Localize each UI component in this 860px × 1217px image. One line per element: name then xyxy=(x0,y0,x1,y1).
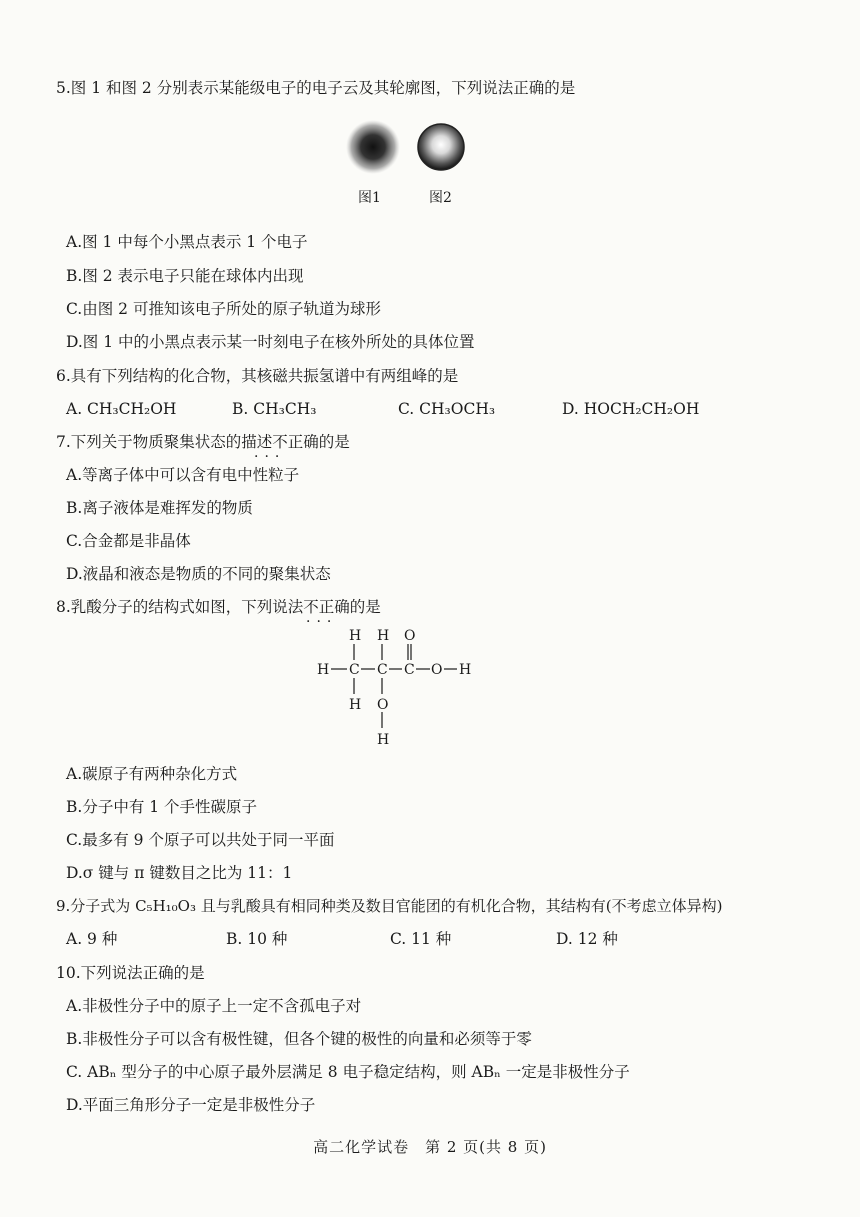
orbital-contour-icon xyxy=(418,124,464,170)
q9-option-d: D. 12 种 xyxy=(556,930,618,948)
atom-label: O xyxy=(404,628,416,644)
electron-cloud-figure xyxy=(340,118,470,178)
q7-option-d: D.液晶和液态是物质的不同的聚集状态 xyxy=(66,565,331,583)
atom-label: H xyxy=(317,662,330,678)
q10-stem: 10.下列说法正确的是 xyxy=(56,964,205,982)
q5-option-c: C.由图 2 可推知该电子所处的原子轨道为球形 xyxy=(66,300,381,318)
q5-stem: 5.图 1 和图 2 分别表示某能级电子的电子云及其轮廓图，下列说法正确的是 xyxy=(56,79,576,97)
atom-label: O xyxy=(377,697,389,713)
q8-option-c: C.最多有 9 个原子可以共处于同一平面 xyxy=(66,831,335,849)
q10-option-b: B.非极性分子可以含有极性键，但各个键的极性的向量和必须等于零 xyxy=(66,1030,532,1048)
q9-stem: 9.分子式为 C₅H₁₀O₃ 且与乳酸具有相同种类及数目官能团的有机化合物，其结构有(不考虑立体异构) xyxy=(56,897,723,915)
q9-option-a: A. 9 种 xyxy=(66,930,118,948)
q10-option-d: D.平面三角形分子一定是非极性分子 xyxy=(66,1096,316,1114)
page-footer: 高二化学试卷 第 2 页(共 8 页) xyxy=(313,1138,547,1156)
q9-option-b: B. 10 种 xyxy=(226,930,288,948)
q8-option-d: D.σ 键与 π 键数目之比为 11：1 xyxy=(66,864,293,882)
atom-label: C xyxy=(377,662,388,678)
q6-option-a: A. CH₃CH₂OH xyxy=(66,400,177,418)
emphasis-dots: ··· xyxy=(306,614,338,630)
q8-option-b: B.分子中有 1 个手性碳原子 xyxy=(66,798,258,816)
fig2-label: 图2 xyxy=(429,190,452,206)
q7-option-c: C.合金都是非晶体 xyxy=(66,532,191,550)
atom-label: H xyxy=(377,732,390,748)
q7-option-a: A.等离子体中可以含有电中性粒子 xyxy=(66,466,300,484)
atom-label: H xyxy=(377,628,390,644)
q9-option-c: C. 11 种 xyxy=(390,930,452,948)
atom-label: H xyxy=(459,662,472,678)
q5-option-a: A.图 1 中每个小黑点表示 1 个电子 xyxy=(66,233,308,251)
lactic-acid-structure xyxy=(310,622,490,752)
q7-option-b: B.离子液体是难挥发的物质 xyxy=(66,499,253,517)
q5-option-d: D.图 1 中的小黑点表示某一时刻电子在核外所处的具体位置 xyxy=(66,333,475,351)
q8-stem: 8.乳酸分子的结构式如图，下列说法不正确的是 xyxy=(56,598,381,616)
atom-label: H xyxy=(349,697,362,713)
q8-option-a: A.碳原子有两种杂化方式 xyxy=(66,765,238,783)
atom-label: O xyxy=(431,662,443,678)
q5-option-b: B.图 2 表示电子只能在球体内出现 xyxy=(66,267,304,285)
atom-label: H xyxy=(349,628,362,644)
q6-stem: 6.具有下列结构的化合物，其核磁共振氢谱中有两组峰的是 xyxy=(56,367,459,385)
q7-stem: 7.下列关于物质聚集状态的描述不正确的是 xyxy=(56,433,350,451)
atom-label: C xyxy=(404,662,415,678)
q6-option-c: C. CH₃OCH₃ xyxy=(398,400,496,418)
q6-option-d: D. HOCH₂CH₂OH xyxy=(562,400,700,418)
q6-option-b: B. CH₃CH₃ xyxy=(232,400,317,418)
atom-label: C xyxy=(349,662,360,678)
fig1-label: 图1 xyxy=(358,190,381,206)
q10-option-c: C. ABₙ 型分子的中心原子最外层满足 8 电子稳定结构，则 ABₙ 一定是非极性分子 xyxy=(66,1063,630,1081)
emphasis-dots: ··· xyxy=(254,449,286,465)
q10-option-a: A.非极性分子中的原子上一定不含孤电子对 xyxy=(66,997,362,1015)
electron-cloud-icon xyxy=(346,120,400,174)
